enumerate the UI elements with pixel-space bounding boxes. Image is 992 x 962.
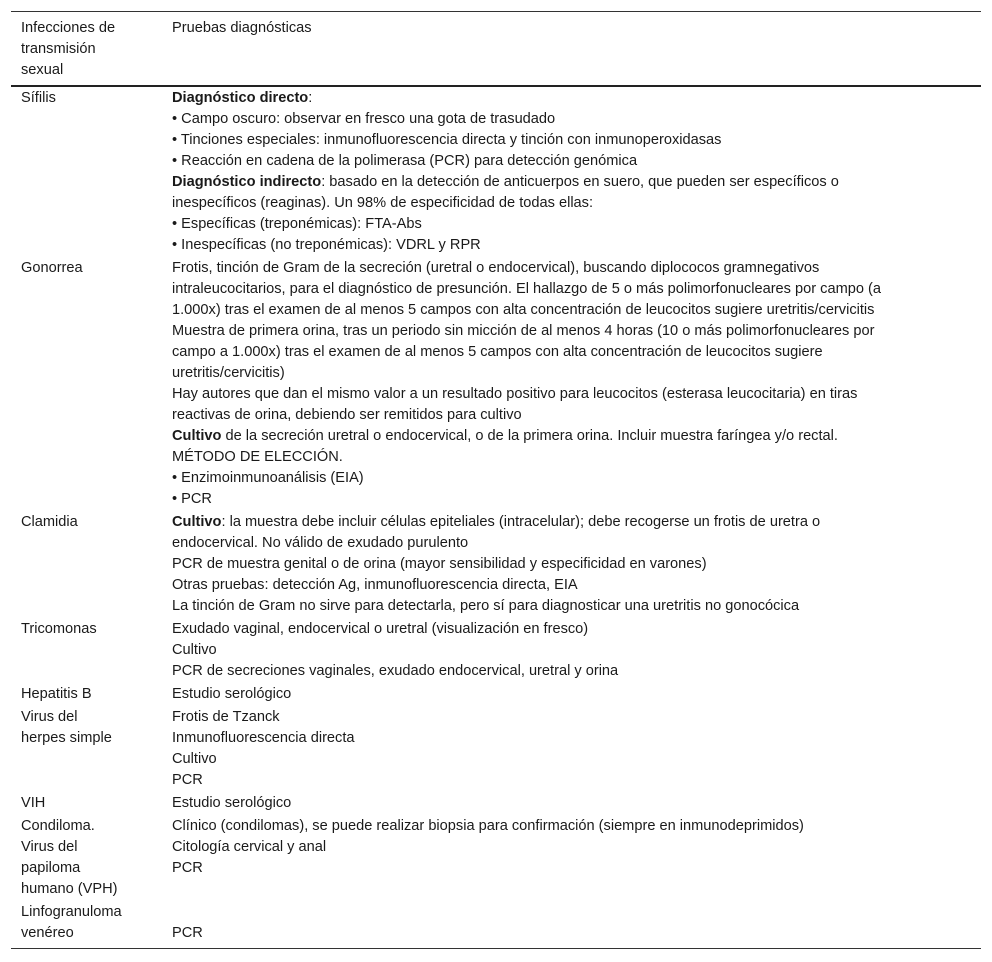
diagnostic-tests: [161, 684, 981, 705]
test-line: PCR: [172, 772, 203, 788]
diagnostic-tests: [161, 793, 981, 814]
table-row: [11, 512, 981, 617]
table-row: [11, 793, 981, 814]
test-line: Diagnóstico directo:: [172, 90, 313, 106]
test-line: Hay autores que dan el mismo valor a un resultado positivo para leucocitos (esterasa leucocitaria) en tiras: [172, 386, 858, 402]
infection-name: Condiloma. Virus del papiloma humano (VPH): [21, 818, 118, 897]
test-line: [172, 902, 975, 923]
test-line: Estudio serológico: [172, 795, 292, 811]
test-line: Inmunofluorescencia directa: [172, 730, 355, 746]
infection-name: Linfogranuloma venéreo: [21, 904, 122, 941]
test-line: PCR de secreciones vaginales, exudado endocervical, uretral y orina: [172, 663, 619, 679]
header-col-tests: Pruebas diagnósticas: [172, 20, 312, 36]
diagnostic-tests: [161, 88, 981, 256]
infection-name: Sífilis: [21, 90, 56, 106]
table-row: [11, 707, 981, 791]
test-line: • Específicas (treponémicas): FTA-Abs: [172, 216, 422, 232]
test-line: Exudado vaginal, endocervical o uretral (visualización en fresco): [172, 621, 589, 637]
table-row: [11, 619, 981, 682]
test-line: Frotis de Tzanck: [172, 709, 280, 725]
test-line: Cultivo de la secreción uretral o endocervical, o de la primera orina. Incluir muestra faríngea y/o rectal.: [172, 428, 838, 444]
test-line: 1.000x) tras el examen de al menos 5 campos con alta concentración de leucocitos sugiere uretritis/cervicitis: [172, 302, 875, 318]
diagnostic-tests: [161, 902, 981, 944]
test-line: • PCR: [172, 491, 212, 507]
table-row: [11, 684, 981, 705]
test-line: campo a 1.000x) tras el examen de al menos 5 campos con alta concentración de leucocitos sugiere: [172, 344, 823, 360]
test-line: • Inespecíficas (no treponémicas): VDRL y RPR: [172, 237, 481, 253]
test-line: Muestra de primera orina, tras un periodo sin micción de al menos 4 horas (10 o más polimorfonucleares por: [172, 323, 875, 339]
table-header: [11, 12, 981, 87]
test-line: Otras pruebas: detección Ag, inmunofluorescencia directa, EIA: [172, 577, 578, 593]
diagnostic-tests: [161, 816, 981, 900]
table-row: [11, 258, 981, 510]
test-line: Frotis, tinción de Gram de la secreción (uretral o endocervical), buscando diplococos gramnegativos: [172, 260, 820, 276]
std-diagnostic-table: [11, 11, 981, 949]
test-line: endocervical. No válido de exudado purulento: [172, 535, 469, 551]
test-line: Citología cervical y anal: [172, 839, 327, 855]
infection-name: Clamidia: [21, 514, 78, 530]
test-line: reactivas de orina, debiendo ser remitidos para cultivo: [172, 407, 522, 423]
test-line: Cultivo: la muestra debe incluir células epiteliales (intracelular); debe recogerse un frotis de uretra o: [172, 514, 821, 530]
table-row: [11, 816, 981, 900]
test-line: • Tinciones especiales: inmunofluorescencia directa y tinción con inmunoperoxidasas: [172, 132, 722, 148]
test-line: La tinción de Gram no sirve para detectarla, pero sí para diagnosticar una uretritis no gonocócica: [172, 598, 800, 614]
test-line: PCR: [172, 860, 203, 876]
test-line: MÉTODO DE ELECCIÓN.: [172, 449, 343, 465]
test-line: Cultivo: [172, 642, 217, 658]
infection-name: VIH: [21, 795, 46, 811]
test-line: inespecíficos (reaginas). Un 98% de especificidad de todas ellas:: [172, 195, 594, 211]
test-line: Diagnóstico indirecto: basado en la detección de anticuerpos en suero, que pueden ser específicos o: [172, 174, 839, 190]
test-line: Cultivo: [172, 751, 217, 767]
test-line: uretritis/cervicitis): [172, 365, 285, 381]
test-line: PCR de muestra genital o de orina (mayor sensibilidad y especificidad en varones): [172, 556, 707, 572]
table-row: [11, 902, 981, 944]
diagnostic-tests: [161, 258, 981, 510]
test-line: • Campo oscuro: observar en fresco una gota de trasudado: [172, 111, 556, 127]
infection-name: Hepatitis B: [21, 686, 92, 702]
table-row: [11, 88, 981, 256]
test-line: • Enzimoinmunoanálisis (EIA): [172, 470, 364, 486]
infection-name: Virus del herpes simple: [21, 709, 112, 746]
diagnostic-tests: [161, 707, 981, 791]
header-col-infections: Infecciones de transmisión sexual: [21, 20, 116, 78]
test-line: Clínico (condilomas), se puede realizar biopsia para confirmación (siempre en inmunodeprimidos): [172, 818, 804, 834]
infection-name: Gonorrea: [21, 260, 83, 276]
diagnostic-tests: [161, 619, 981, 682]
test-line: PCR: [172, 925, 203, 941]
test-line: intraleucocitarios, para el diagnóstico de presunción. El hallazgo de 5 o más polimorfonucleares por campo (a: [172, 281, 882, 297]
table-body: [11, 87, 981, 948]
test-line: Estudio serológico: [172, 686, 292, 702]
infection-name: Tricomonas: [21, 621, 97, 637]
diagnostic-tests: [161, 512, 981, 617]
test-line: • Reacción en cadena de la polimerasa (PCR) para detección genómica: [172, 153, 638, 169]
